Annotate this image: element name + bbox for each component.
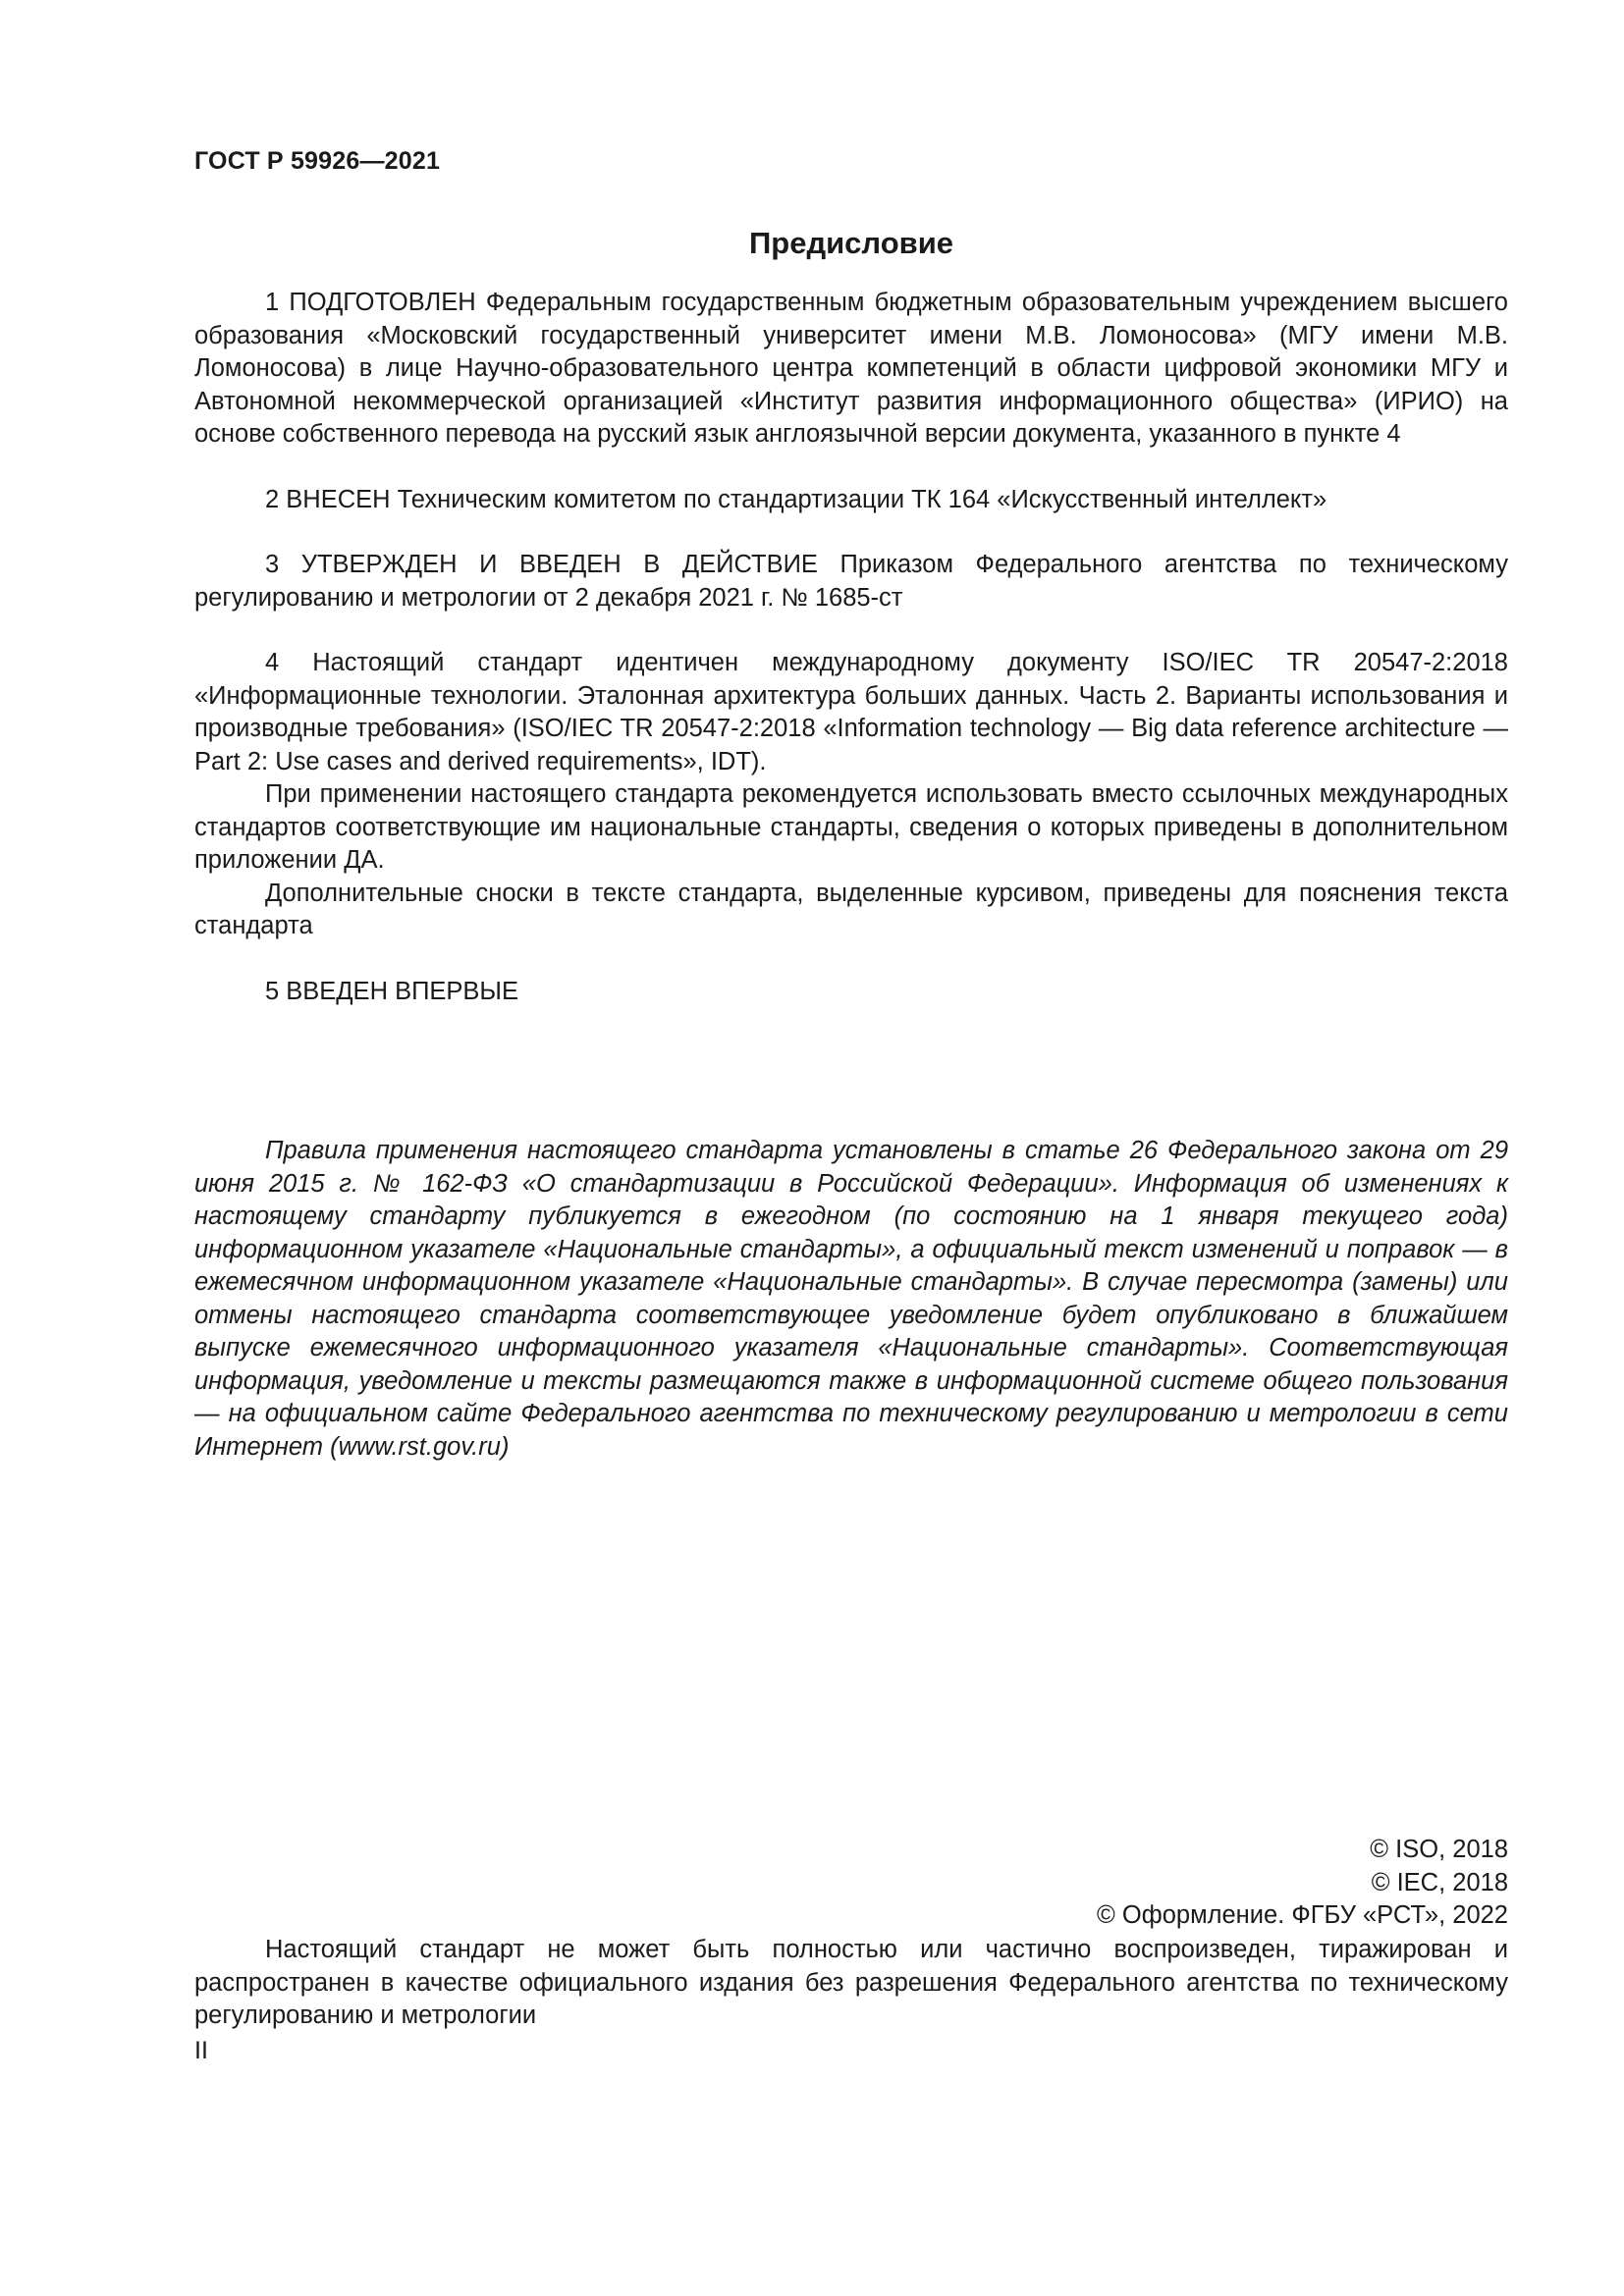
foreword-item-3: 3 УТВЕРЖДЕН И ВВЕДЕН В ДЕЙСТВИЕ Приказом Федерального агентства по техническому регулированию и метрологии от 2 декабря 2021 г. № 1685-ст [194,551,1508,612]
document-code: ГОСТ Р 59926—2021 [194,147,441,175]
application-rules-notice: Правила применения настоящего стандарта установлены в статье 26 Федерального закона от 29 июня 2015 г. № 162-ФЗ «О стандартизации в Российской Федерации». Информация об изменениях к настоящему стандарту публикуется в ежегодном (по состоянию на 1 января текущего года) информационном указателе «Национальные стандарты», а официальный текст изменений и поправок — в ежемесячном информационном указателе «Национальные стандарты». В случае пересмотра (замены) или отмены настоящего стандарта соответствующее уведомление будет опубликовано в ближайшем выпуске ежемесячного информационного указателя «Национальные стандарты». Соответствующая информация, уведомление и тексты размещаются также в информационной системе общего пользования — на официальном сайте Федерального агентства по техническому регулированию и метрологии в сети Интернет (www.rst.gov.ru) [194,1137,1508,1461]
page-number: II [194,2037,208,2064]
copyright-block [194,1834,1508,1933]
foreword-body [194,287,1508,1008]
foreword-item-4-note-footnotes: Дополнительные сноски в тексте стандарта, выделенные курсивом, приведены для пояснения текста стандарта [194,879,1508,939]
foreword-item-1: 1 ПОДГОТОВЛЕН Федеральным государственным бюджетным образовательным учреждением высшего образования «Московский государственный университет имени М.В. Ломоносова» (МГУ имени М.В. Ломоносова) в лице Научно-образовательного центра компетенций в области цифровой экономики МГУ и Автономной некоммерческой организацией «Институт развития информационного общества» (ИРИО) на основе собственного перевода на русский язык англоязычной версии документа, указанного в пункте 4 [194,289,1508,448]
foreword-item-2: 2 ВНЕСЕН Техническим комитетом по стандартизации ТК 164 «Искусственный интеллект» [265,485,1327,513]
copyright-iso: © ISO, 2018 [1370,1836,1508,1863]
copyright-iec: © IEC, 2018 [1371,1868,1508,1896]
foreword-item-5: 5 ВВЕДЕН ВПЕРВЫЕ [265,977,519,1005]
foreword-item-4-note-national-standards: При применении настоящего стандарта рекомендуется использовать вместо ссылочных международных стандартов соответствующие им национальные стандарты, сведения о которых приведены в дополнительном приложении ДА. [194,780,1508,874]
section-title: Предисловие [748,226,953,260]
copyright-design: © Оформление. ФГБУ «РСТ», 2022 [1097,1901,1508,1929]
foreword-item-4: 4 Настоящий стандарт идентичен международному документу ISO/IEC TR 20547-2:2018 «Информационные технологии. Эталонная архитектура больших данных. Часть 2. Варианты использования и производные требования» (ISO/IEC TR 20547-2:2018 «Information technology — Big data reference architecture — Part 2: Use cases and derived requirements», IDT). [194,649,1508,775]
reproduction-notice: Настоящий стандарт не может быть полностью или частично воспроизведен, тиражирован и распространен в качестве официального издания без разрешения Федерального агентства по техническому регулированию и метрологии [194,1936,1508,2029]
